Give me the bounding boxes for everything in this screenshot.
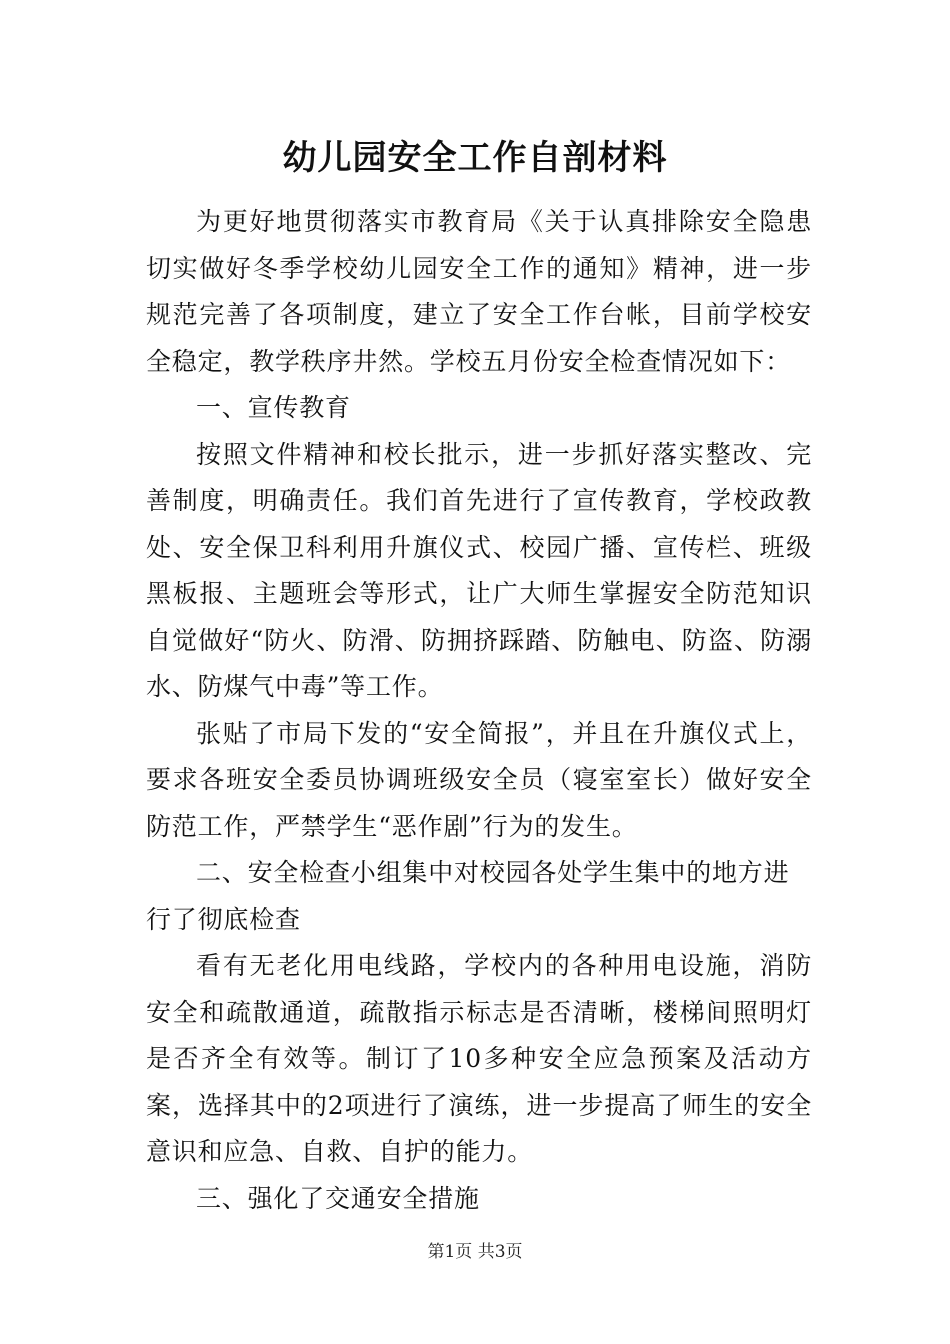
paragraph-propaganda: 按照文件精神和校长批示，进一步抓好落实整改、完善制度，明确责任。我们首先进行了宣传教育，学校政教处、安全保卫科利用升旗仪式、校园广播、宣传栏、班级黑板报、主题班会等形式，让广大师生掌握安全防范知识自觉做好“防火、防滑、防拥挤踩踏、防触电、防盗、防溺水、防煤气中毒”等工作。 xyxy=(146,439,812,701)
section-heading-3: 三、强化了交通安全措施 xyxy=(196,1183,480,1213)
section-heading-2: 二、安全检查小组集中对校园各处学生集中的地方进行了彻底检查 xyxy=(146,858,790,934)
document-title: 幼儿园安全工作自剖材料 xyxy=(282,138,668,178)
paragraph-intro: 为更好地贯彻落实市教育局《关于认真排除安全隐患切实做好冬季学校幼儿园安全工作的通知》精神，进一步规范完善了各项制度，建立了安全工作台帐，目前学校安全稳定，教学秩序井然。学校五月份安全检查情况如下： xyxy=(146,207,812,376)
document-body xyxy=(146,199,812,1222)
paragraph-inspection: 看有无老化用电线路，学校内的各种用电设施，消防安全和疏散通道，疏散指示标志是否清晰，楼梯间照明灯是否齐全有效等。制订了10多种安全应急预案及活动方案，选择其中的2项进行了演练，进一步提高了师生的安全意识和应急、自救、自护的能力。 xyxy=(146,951,812,1166)
section-heading-1: 一、宣传教育 xyxy=(196,393,351,422)
page-footer: 第1页 共3页 xyxy=(427,1242,523,1262)
paragraph-bulletin: 张贴了市局下发的“安全简报”，并且在升旗仪式上，要求各班安全委员协调班级安全员（寝室室长）做好安全防范工作，严禁学生“恶作剧”行为的发生。 xyxy=(146,718,812,841)
